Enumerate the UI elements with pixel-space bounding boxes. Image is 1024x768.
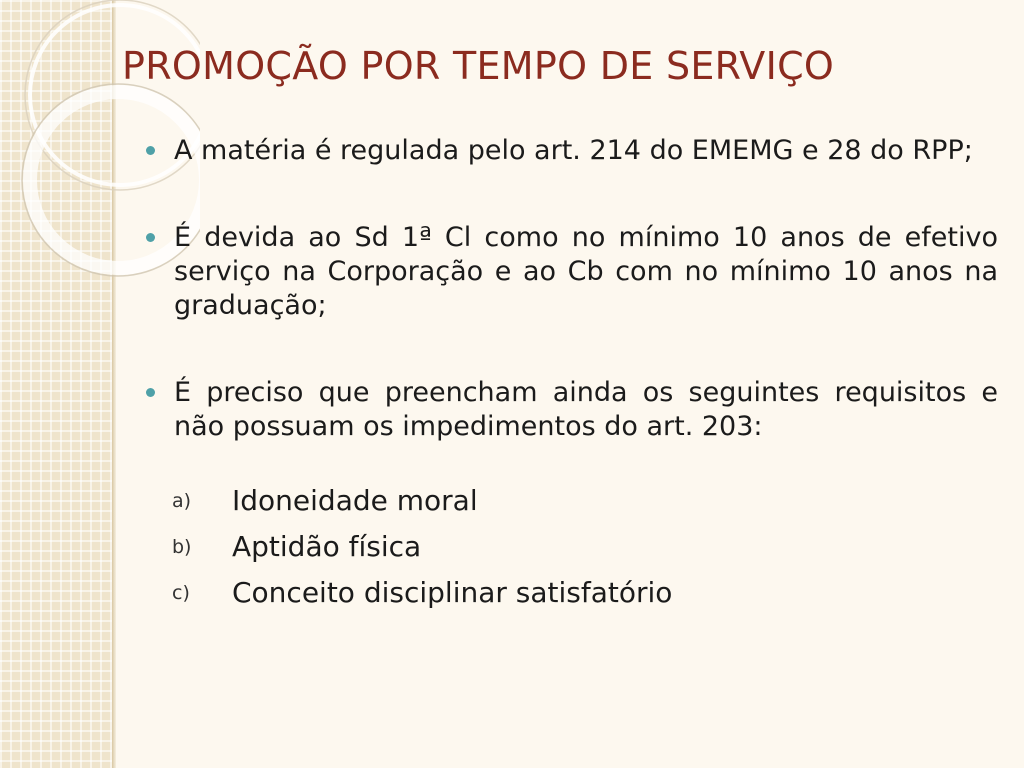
- sublist-marker: a): [172, 490, 192, 512]
- sublist-marker: c): [172, 582, 190, 604]
- bullet-dot-icon: [146, 233, 155, 242]
- bullet-item: [140, 376, 998, 444]
- bullet-text: A matéria é regulada pelo art. 214 do EMEMG e 28 do RPP;: [174, 135, 973, 166]
- bullet-dot-icon: [146, 146, 155, 155]
- bullet-text: É devida ao Sd 1ª Cl como no mínimo 10 anos de efetivo serviço na Corporação e ao Cb com no mínimo 10 anos na graduação;: [174, 222, 998, 321]
- bullet-dot-icon: [146, 388, 155, 397]
- slide-title: PROMOÇÃO POR TEMPO DE SERVIÇO: [122, 44, 835, 88]
- bullet-text: É preciso que preencham ainda os seguintes requisitos e não possuam os impedimentos do art. 203:: [174, 377, 998, 442]
- sublist-text: Conceito disciplinar satisfatório: [232, 576, 673, 609]
- sublist-item: [140, 478, 998, 524]
- sublist-marker: b): [172, 536, 192, 558]
- bullet-item: [140, 134, 998, 168]
- slide-content: [140, 134, 998, 616]
- sublist-text: Aptidão física: [232, 530, 422, 563]
- bullet-item: [140, 221, 998, 323]
- sublist-text: Idoneidade moral: [232, 484, 478, 517]
- sublist-item: [140, 524, 998, 570]
- sublist-item: [140, 570, 998, 616]
